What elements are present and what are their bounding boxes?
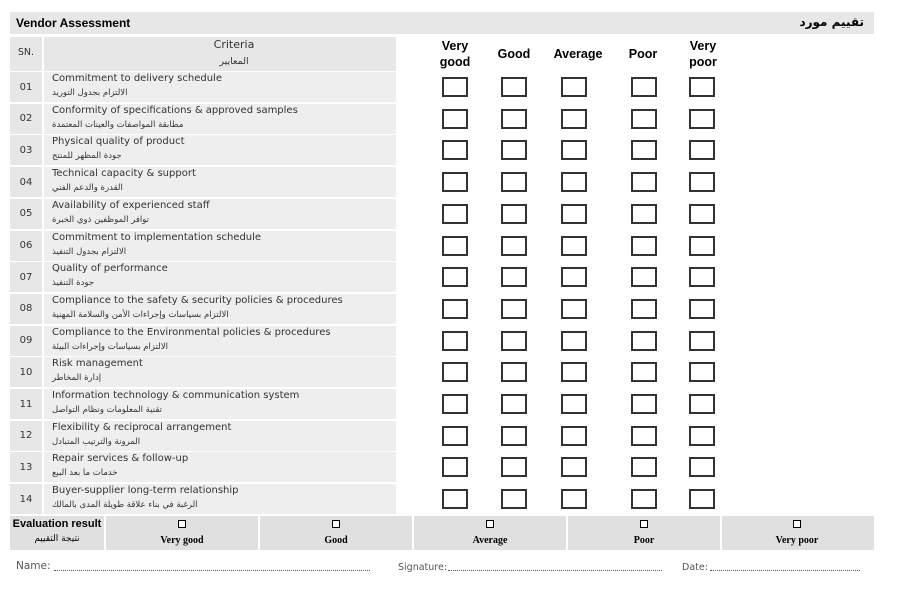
evaluation-label: Evaluation result — [12, 518, 102, 530]
criterion-label-arabic: الالتزام بجدول التنفيذ — [52, 246, 127, 257]
evaluation-checkbox-good[interactable] — [332, 520, 340, 528]
rating-checkbox-poor[interactable] — [631, 236, 657, 256]
signature-label: Signature: — [398, 562, 448, 573]
criterion-label-arabic: الالتزام بجدول التوريد — [52, 88, 128, 98]
row-sn: 05 — [10, 199, 42, 229]
page-title-arabic: تقييم مورد — [799, 15, 864, 29]
rating-checkbox-very-poor[interactable] — [689, 109, 715, 129]
rating-checkbox-very-good[interactable] — [442, 267, 468, 287]
rating-checkbox-poor[interactable] — [631, 267, 657, 287]
evaluation-option-label: Very poor — [775, 535, 819, 546]
rating-checkbox-very-poor[interactable] — [689, 331, 715, 351]
rating-checkbox-poor[interactable] — [631, 394, 657, 414]
row-sn: 11 — [10, 389, 42, 419]
rating-checkbox-very-poor[interactable] — [689, 267, 715, 287]
rating-checkbox-very-good[interactable] — [442, 77, 468, 97]
evaluation-divider — [258, 516, 260, 550]
criterion-label-arabic: المرونة والترتيب المتبادل — [52, 436, 141, 447]
criterion-label-arabic: جودة المظهر للمنتج — [52, 151, 122, 162]
criterion-label: Conformity of specifications & approved samples — [52, 104, 298, 116]
rating-checkbox-good[interactable] — [501, 267, 527, 287]
rating-checkbox-very-poor[interactable] — [689, 457, 715, 477]
criterion-label: Compliance to the Environmental policies & procedures — [52, 326, 331, 338]
evaluation-checkbox-very-poor[interactable] — [793, 520, 801, 528]
rating-checkbox-very-poor[interactable] — [689, 140, 715, 160]
row-sn: 01 — [10, 72, 42, 102]
rating-checkbox-very-good[interactable] — [442, 204, 468, 224]
rating-checkbox-very-poor[interactable] — [689, 236, 715, 256]
rating-checkbox-average[interactable] — [561, 267, 587, 287]
rating-checkbox-average[interactable] — [561, 331, 587, 351]
rating-checkbox-poor[interactable] — [631, 489, 657, 509]
criterion-label: Availability of experienced staff — [52, 199, 210, 211]
criterion-label: Quality of performance — [52, 263, 168, 275]
rating-checkbox-very-good[interactable] — [442, 457, 468, 477]
rating-checkbox-poor[interactable] — [631, 172, 657, 192]
page-title: Vendor Assessment — [16, 16, 131, 30]
rating-checkbox-average[interactable] — [561, 489, 587, 509]
name-field[interactable] — [54, 570, 370, 571]
criterion-label: Repair services & follow-up — [52, 453, 189, 465]
rating-checkbox-average[interactable] — [561, 172, 587, 192]
rating-checkbox-good[interactable] — [501, 236, 527, 256]
rating-checkbox-poor[interactable] — [631, 299, 657, 319]
rating-checkbox-average[interactable] — [561, 362, 587, 382]
row-sn: 04 — [10, 167, 42, 197]
rating-checkbox-good[interactable] — [501, 109, 527, 129]
rating-checkbox-poor[interactable] — [631, 204, 657, 224]
criterion-label: Technical capacity & support — [52, 168, 196, 180]
evaluation-checkbox-poor[interactable] — [640, 520, 648, 528]
criterion-label-arabic: الرغبة في بناء علاقة طويلة المدى بالمالك — [52, 500, 198, 511]
rating-checkbox-good[interactable] — [501, 140, 527, 160]
evaluation-checkbox-average[interactable] — [486, 520, 494, 528]
rating-checkbox-good[interactable] — [501, 331, 527, 351]
rating-header-very-poor: Very poor — [689, 39, 717, 69]
criterion-label: Physical quality of product — [52, 136, 185, 148]
criterion-label: Flexibility & reciprocal arrangement — [52, 421, 232, 433]
rating-checkbox-average[interactable] — [561, 77, 587, 97]
rating-checkbox-good[interactable] — [501, 299, 527, 319]
criterion-label-arabic: خدمات ما بعد البيع — [52, 468, 118, 479]
criteria-header-arabic: المعايير — [219, 56, 249, 67]
rating-checkbox-very-poor[interactable] — [689, 299, 715, 319]
rating-checkbox-good[interactable] — [501, 172, 527, 192]
rating-checkbox-average[interactable] — [561, 109, 587, 129]
evaluation-option-label: Good — [324, 535, 348, 546]
criterion-label-arabic: توافر الموظفين ذوي الخبرة — [52, 214, 150, 225]
name-label: Name: — [16, 560, 51, 572]
evaluation-option-label: Poor — [633, 535, 655, 546]
evaluation-option-label: Average — [472, 535, 508, 546]
rating-checkbox-good[interactable] — [501, 457, 527, 477]
evaluation-divider — [566, 516, 568, 550]
criterion-label-arabic: جودة التنفيذ — [52, 278, 94, 289]
row-sn: 13 — [10, 452, 42, 482]
rating-checkbox-poor[interactable] — [631, 331, 657, 351]
rating-checkbox-very-poor[interactable] — [689, 172, 715, 192]
criterion-label-arabic: مطابقة المواصفات والعينات المعتمدة — [52, 119, 184, 130]
evaluation-divider — [720, 516, 722, 550]
criterion-label: Commitment to implementation schedule — [52, 231, 262, 243]
evaluation-option-label: Very good — [160, 535, 204, 546]
rating-checkbox-very-good[interactable] — [442, 236, 468, 256]
rating-checkbox-very-good[interactable] — [442, 109, 468, 129]
rating-checkbox-good[interactable] — [501, 394, 527, 414]
rating-checkbox-poor[interactable] — [631, 77, 657, 97]
criterion-label: Buyer-supplier long-term relationship — [52, 485, 239, 497]
rating-checkbox-good[interactable] — [501, 489, 527, 509]
rating-checkbox-very-good[interactable] — [442, 394, 468, 414]
date-field[interactable] — [710, 570, 860, 571]
criterion-label-arabic: الالتزام بسياسات وإجراءات الأمن والسلامة المهنية — [52, 309, 229, 320]
rating-checkbox-poor[interactable] — [631, 426, 657, 446]
criterion-label: Compliance to the safety & security policies & procedures — [52, 294, 343, 306]
row-sn: 09 — [10, 326, 42, 356]
rating-checkbox-average[interactable] — [561, 236, 587, 256]
evaluation-checkbox-very-good[interactable] — [178, 520, 186, 528]
rating-checkbox-average[interactable] — [561, 457, 587, 477]
row-sn: 06 — [10, 231, 42, 261]
criterion-label: Commitment to delivery schedule — [52, 73, 222, 84]
signature-field[interactable] — [448, 570, 662, 571]
rating-checkbox-average[interactable] — [561, 299, 587, 319]
rating-checkbox-very-good[interactable] — [442, 140, 468, 160]
rating-checkbox-very-good[interactable] — [442, 362, 468, 382]
rating-header-very-good: Very good — [439, 39, 471, 69]
row-sn: 12 — [10, 421, 42, 451]
rating-checkbox-very-poor[interactable] — [689, 204, 715, 224]
row-sn: 07 — [10, 262, 42, 292]
criteria-header: Criteria — [213, 38, 255, 51]
rating-checkbox-good[interactable] — [501, 362, 527, 382]
rating-checkbox-very-good[interactable] — [442, 426, 468, 446]
row-sn: 10 — [10, 357, 42, 387]
rating-header-good: Good — [497, 47, 531, 61]
rating-checkbox-poor[interactable] — [631, 109, 657, 129]
date-label: Date: — [682, 562, 708, 573]
rating-checkbox-very-poor[interactable] — [689, 426, 715, 446]
criterion-label-arabic: إدارة المخاطر — [52, 373, 102, 384]
rating-checkbox-average[interactable] — [561, 204, 587, 224]
row-sn: 03 — [10, 135, 42, 165]
rating-checkbox-very-good[interactable] — [442, 331, 468, 351]
criterion-label: Risk management — [52, 358, 143, 370]
rating-checkbox-average[interactable] — [561, 426, 587, 446]
rating-checkbox-average[interactable] — [561, 140, 587, 160]
criterion-label: Information technology & communication system — [52, 390, 300, 401]
rating-header-average: Average — [553, 47, 603, 61]
rating-checkbox-good[interactable] — [501, 77, 527, 97]
row-sn: 14 — [10, 484, 42, 514]
rating-checkbox-very-poor[interactable] — [689, 77, 715, 97]
rating-checkbox-poor[interactable] — [631, 457, 657, 477]
evaluation-divider — [412, 516, 414, 550]
rating-checkbox-very-good[interactable] — [442, 299, 468, 319]
rating-header-poor: Poor — [628, 47, 658, 61]
rating-checkbox-very-good[interactable] — [442, 172, 468, 192]
criterion-label-arabic: الالتزام بسياسات وإجراءات البيئة — [52, 341, 168, 352]
rating-checkbox-very-good[interactable] — [442, 489, 468, 509]
evaluation-divider — [104, 516, 106, 550]
rating-checkbox-very-poor[interactable] — [689, 362, 715, 382]
rating-checkbox-very-poor[interactable] — [689, 489, 715, 509]
rating-checkbox-average[interactable] — [561, 394, 587, 414]
evaluation-label-arabic: نتيجة التقييم — [34, 534, 80, 544]
title-bar — [10, 12, 874, 34]
rating-checkbox-very-poor[interactable] — [689, 394, 715, 414]
row-sn: 08 — [10, 294, 42, 324]
sn-header: SN. — [17, 47, 35, 58]
criterion-label-arabic: تقنية المعلومات ونظام التواصل — [52, 405, 162, 415]
rating-checkbox-good[interactable] — [501, 426, 527, 446]
row-sn: 02 — [10, 104, 42, 134]
rating-checkbox-poor[interactable] — [631, 362, 657, 382]
rating-checkbox-poor[interactable] — [631, 140, 657, 160]
criterion-label-arabic: القدرة والدعم الفني — [52, 183, 123, 194]
rating-checkbox-good[interactable] — [501, 204, 527, 224]
